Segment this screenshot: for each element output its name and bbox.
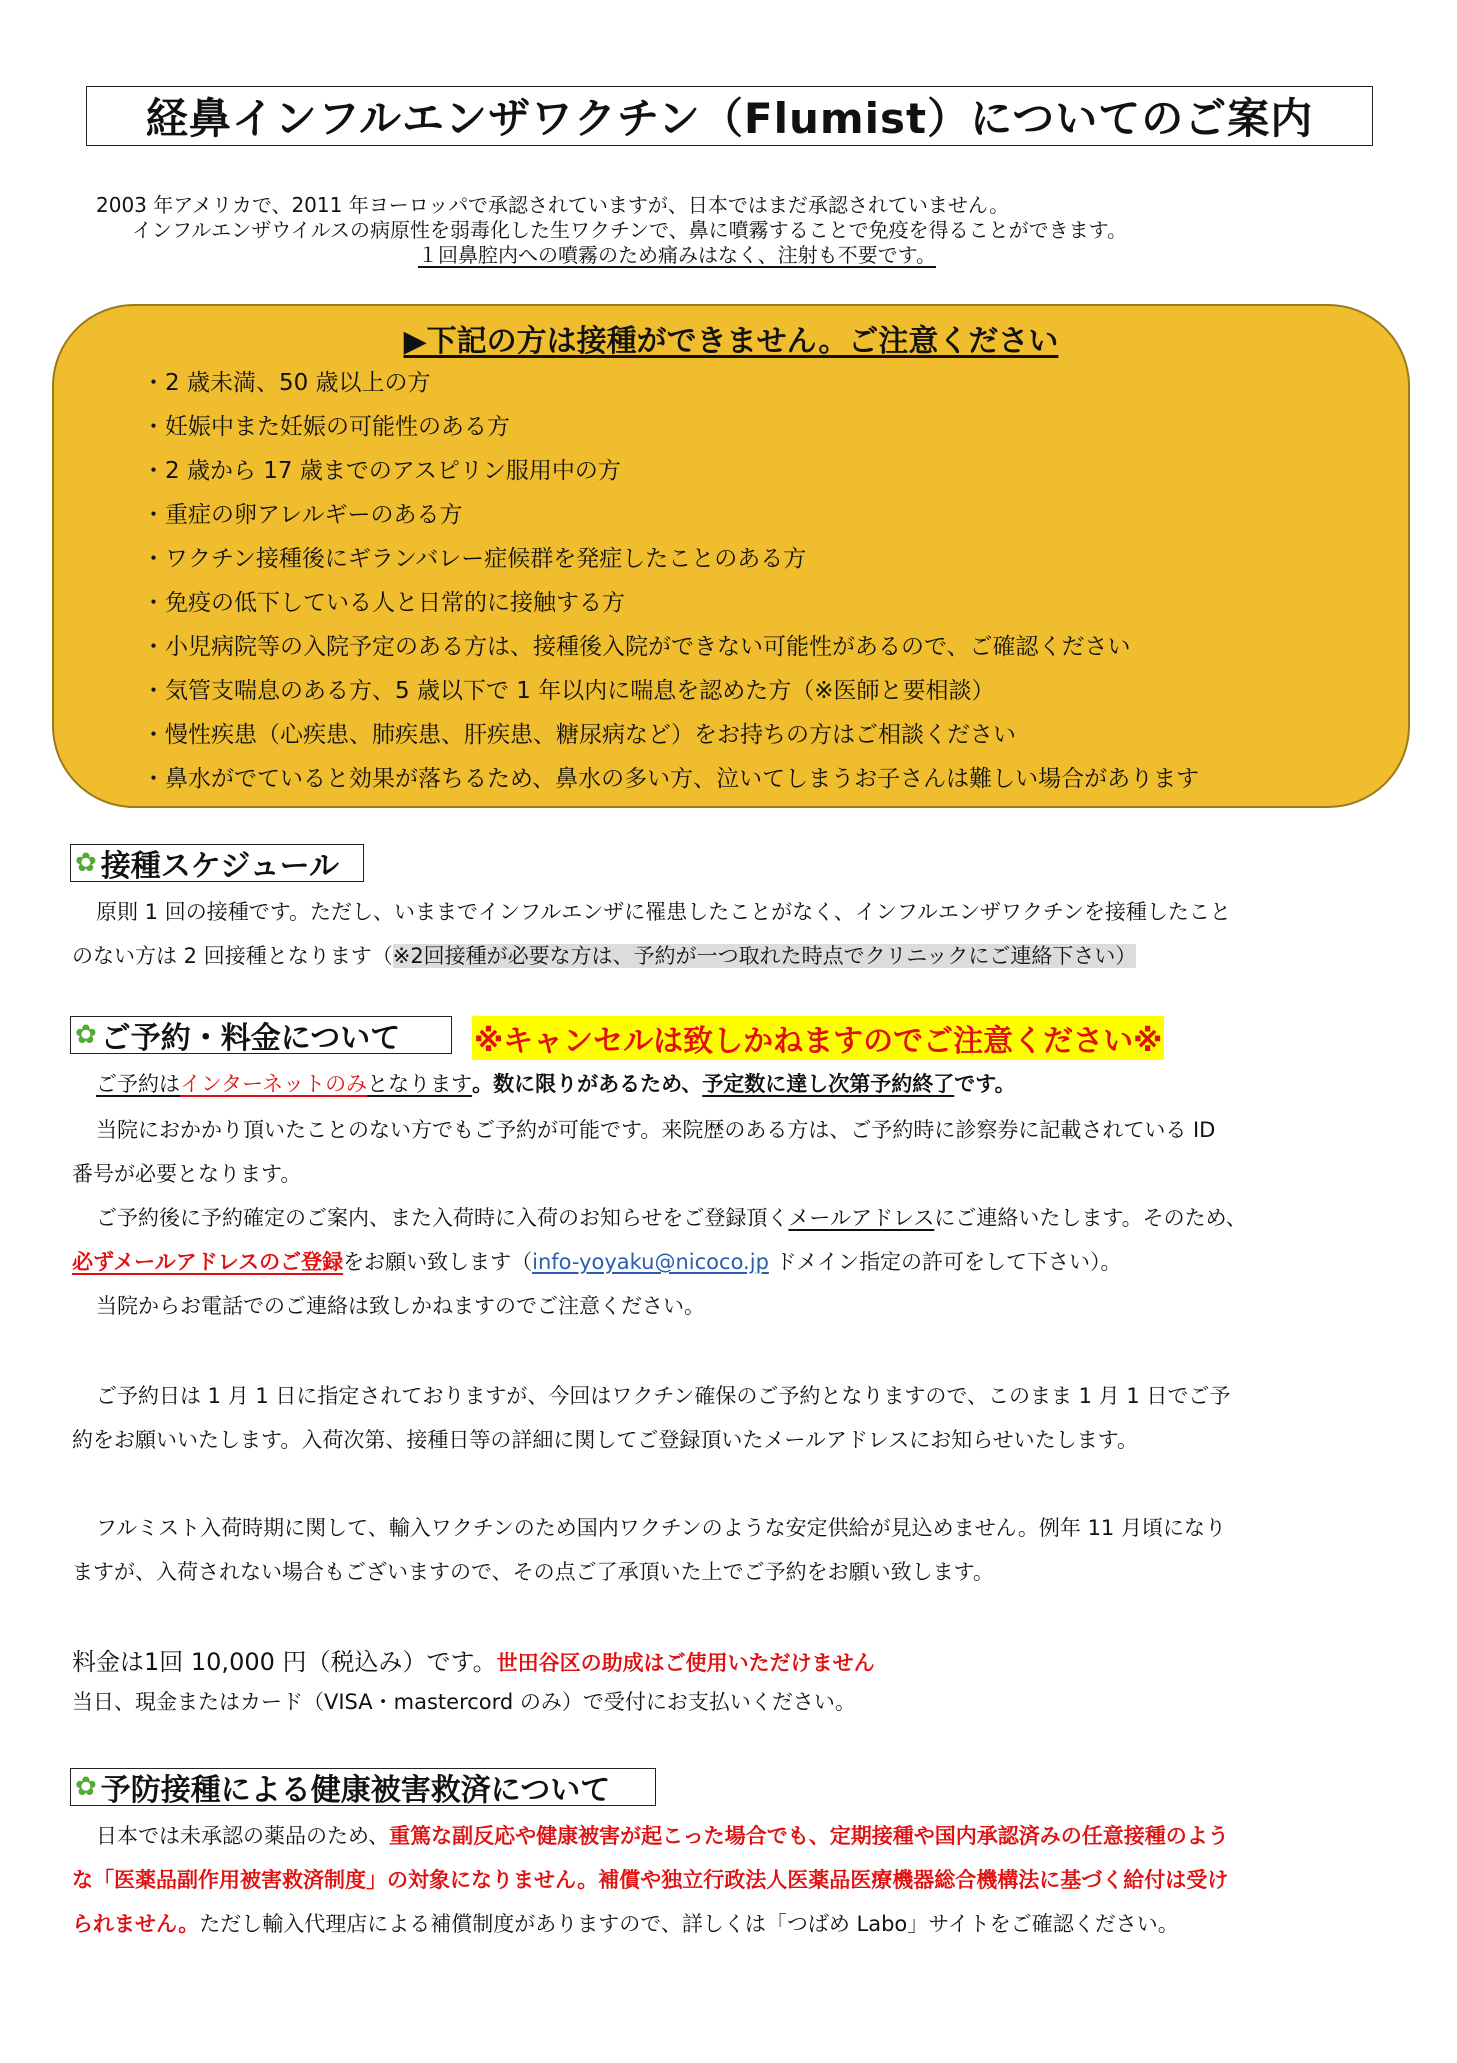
reservation-paragraph-1: ご予約はインターネットのみとなります。数に限りがあるため、予定数に達し次第予約終了です。 — [96, 1072, 1016, 1096]
reservation-paragraph-3-line-1: ご予約後に予約確定のご案内、また入荷時に入荷のお知らせをご登録頂くメールアドレスにご連絡いたします。そのため、 — [96, 1206, 1247, 1230]
flower-icon: ✿ — [75, 1020, 97, 1050]
page-title-text: 経鼻インフルエンザワクチン（Flumist）についてのご案内 — [145, 94, 1314, 143]
flower-icon: ✿ — [75, 1772, 97, 1802]
reservation-paragraph-6-line-1: フルミスト入荷時期に関して、輸入ワクチンのため国内ワクチンのような安定供給が見込めません。例年 11 月頃になり — [96, 1516, 1226, 1540]
cancel-notice: ※キャンセルは致しかねますのでご注意ください※ — [472, 1016, 1164, 1060]
reservation-paragraph-2-line-1: 当院におかかり頂いたことのない方でもご予約が可能です。来院歴のある方は、ご予約時に診察券に記載されている ID — [96, 1118, 1216, 1142]
intro-line-3: １回鼻腔内への噴霧のため痛みはなく、注射も不要です。 — [418, 243, 936, 267]
contraindication-title: ▶下記の方は接種ができません。ご注意ください — [403, 324, 1059, 359]
relief-line-1: 日本では未承認の薬品のため、重篤な副反応や健康被害が起こった場合でも、定期接種や国内承認済みの任意接種のよう — [96, 1824, 1229, 1848]
contraindication-item: ・ワクチン接種後にギランバレー症候群を発症したことのある方 — [142, 546, 807, 572]
email-link[interactable]: info-yoyaku@nicoco.jp — [532, 1250, 769, 1274]
contraindication-item: ・妊娠中また妊娠の可能性のある方 — [142, 414, 510, 440]
payment-line: 当日、現金またはカード（VISA・mastercord のみ）で受付にお支払いください。 — [72, 1690, 856, 1714]
flower-icon: ✿ — [75, 848, 97, 878]
schedule-heading: ✿ 接種スケジュール — [70, 844, 364, 882]
relief-heading: ✿ 予防接種による健康被害救済について — [70, 1768, 656, 1806]
schedule-line-2: のない方は 2 回接種となります（※2回接種が必要な方は、予約が一つ取れた時点でクリニックにご連絡下さい） — [72, 944, 1137, 968]
reservation-paragraph-6-line-2: ますが、入荷されない場合もございますので、その点ご了承頂いた上でご予約をお願い致します。 — [72, 1560, 994, 1584]
intro-line-1: 2003 年アメリカで、2011 年ヨーロッパで承認されていますが、日本ではまだ承認されていません。 — [96, 193, 1010, 217]
contraindication-item: ・2 歳未満、50 歳以上の方 — [142, 370, 431, 396]
relief-line-2: な「医薬品副作用被害救済制度」の対象になりません。補償や独立行政法人医薬品医療機器総合機構法に基づく給付は受け — [72, 1868, 1229, 1892]
contraindication-item: ・2 歳から 17 歳までのアスピリン服用中の方 — [142, 458, 621, 484]
schedule-line-1: 原則 1 回の接種です。ただし、いままでインフルエンザに罹患したことがなく、インフルエンザワクチンを接種したこと — [96, 900, 1231, 924]
intro-line-2: インフルエンザウイルスの病原性を弱毒化した生ワクチンで、鼻に噴霧することで免疫を得ることができます。 — [132, 218, 1127, 242]
fee-line: 料金は1回 10,000 円（税込み）です。世田谷区の助成はご使用いただけません — [72, 1648, 875, 1676]
contraindication-item: ・免疫の低下している人と日常的に接触する方 — [142, 590, 625, 616]
contraindication-box — [52, 304, 1410, 808]
reservation-paragraph-4: 当院からお電話でのご連絡は致しかねますのでご注意ください。 — [96, 1294, 705, 1318]
contraindication-item: ・重症の卵アレルギーのある方 — [142, 502, 463, 528]
reservation-heading: ✿ ご予約・料金について — [70, 1016, 452, 1054]
reservation-paragraph-5-line-2: 約をお願いいたします。入荷次第、接種日等の詳細に関してご登録頂いたメールアドレスにお知らせいたします。 — [72, 1428, 1138, 1452]
contraindication-item: ・慢性疾患（心疾患、肺疾患、肝疾患、糖尿病など）をお持ちの方はご相談ください — [142, 722, 1016, 748]
relief-line-3: られません。ただし輸入代理店による補償制度がありますので、詳しくは「つばめ Labo」サイトをご確認ください。 — [72, 1912, 1179, 1936]
contraindication-item: ・小児病院等の入院予定のある方は、接種後入院ができない可能性があるので、ご確認ください — [142, 634, 1131, 660]
contraindication-item: ・気管支喘息のある方、5 歳以下で 1 年以内に喘息を認めた方（※医師と要相談） — [142, 678, 995, 704]
reservation-paragraph-3-line-2: 必ずメールアドレスのご登録をお願い致します（info-yoyaku@nicoco.jp ドメイン指定の許可をして下さい）。 — [72, 1250, 1122, 1274]
reservation-paragraph-5-line-1: ご予約日は 1 月 1 日に指定されておりますが、今回はワクチン確保のご予約となりますので、このまま 1 月 1 日でご予 — [96, 1384, 1231, 1408]
page-title — [86, 86, 1373, 146]
contraindication-item: ・鼻水がでていると効果が落ちるため、鼻水の多い方、泣いてしまうお子さんは難しい場合があります — [142, 766, 1200, 792]
reservation-paragraph-2-line-2: 番号が必要となります。 — [72, 1162, 302, 1186]
